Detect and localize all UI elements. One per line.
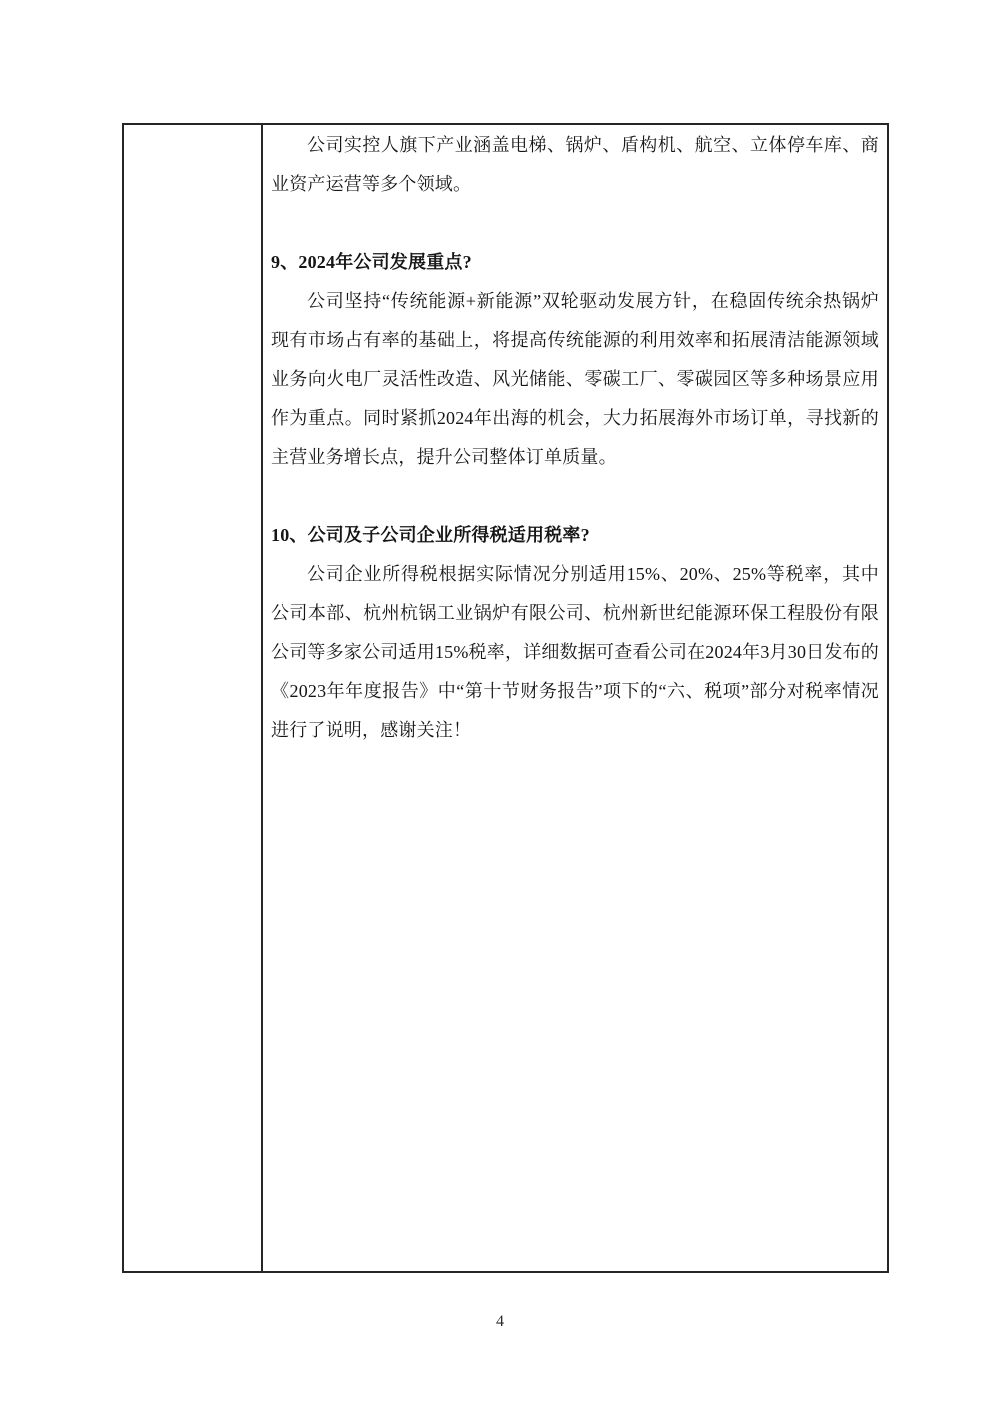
answer-paragraph-question-10: 公司企业所得税根据实际情况分别适用15%、20%、25%等税率，其中公司本部、杭州杭锅工业锅炉有限公司、杭州新世纪能源环保工程股份有限公司等多家公司适用15%税率，详细数据可查看公司在2024年3月30日发布的《2023年年度报告》中“第十节财务报告”项下的“六、税项”部分对税率情况进行了说明，感谢关注！ (271, 564, 879, 740)
qa-table (122, 123, 889, 1273)
page-number: 4 (496, 1313, 504, 1330)
question-10-heading: 10、公司及子公司企业所得税适用税率? (271, 525, 590, 545)
table-left-cell (124, 125, 263, 1271)
answer-cell (263, 125, 887, 1271)
answer-paragraph-company-industries: 公司实控人旗下产业涵盖电梯、锅炉、盾构机、航空、立体停车库、商业资产运营等多个领域。 (271, 135, 879, 194)
question-9-heading: 9、2024年公司发展重点? (271, 252, 472, 272)
answer-paragraph-question-9: 公司坚持“传统能源+新能源”双轮驱动发展方针，在稳固传统余热锅炉现有市场占有率的基础上，将提高传统能源的利用效率和拓展清洁能源领域业务向火电厂灵活性改造、风光储能、零碳工厂、零碳园区等多种场景应用作为重点。同时紧抓2024年出海的机会，大力拓展海外市场订单，寻找新的主营业务增长点，提升公司整体订单质量。 (271, 291, 879, 467)
